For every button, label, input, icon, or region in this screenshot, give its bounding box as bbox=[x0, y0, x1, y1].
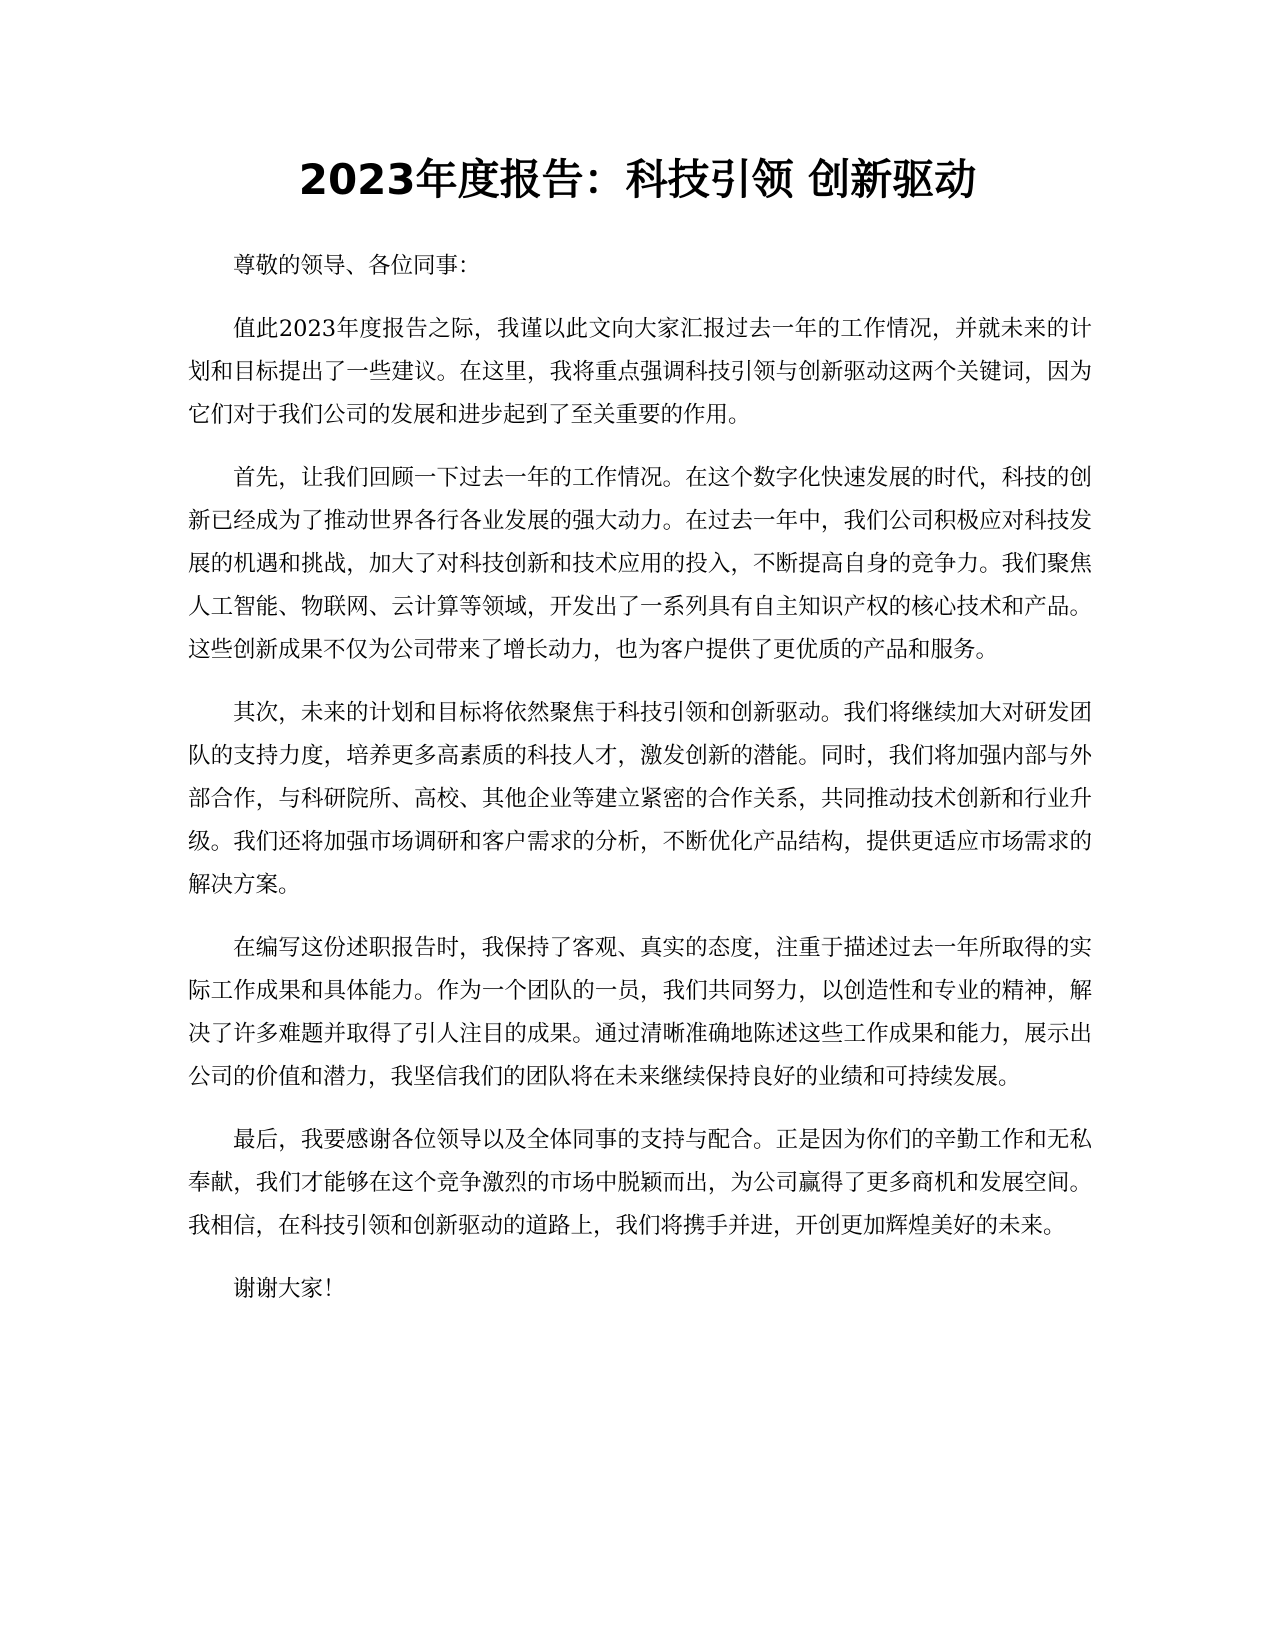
intro-paragraph: 值此2023年度报告之际，我谨以此文向大家汇报过去一年的工作情况，并就未来的计划和目标提出了一些建议。在这里，我将重点强调科技引领与创新驱动这两个关键词，因为它们对于我们公司的发展和进步起到了至关重要的作用。 bbox=[188, 316, 1092, 428]
review-paragraph: 首先，让我们回顾一下过去一年的工作情况。在这个数字化快速发展的时代，科技的创新已经成为了推动世界各行各业发展的强大动力。在过去一年中，我们公司积极应对科技发展的机遇和挑战，加大了对科技创新和技术应用的投入，不断提高自身的竞争力。我们聚焦人工智能、物联网、云计算等领域，开发出了一系列具有自主知识产权的核心技术和产品。这些创新成果不仅为公司带来了增长动力，也为客户提供了更优质的产品和服务。 bbox=[188, 465, 1092, 663]
plan-paragraph: 其次，未来的计划和目标将依然聚焦于科技引领和创新驱动。我们将继续加大对研发团队的支持力度，培养更多高素质的科技人才，激发创新的潜能。同时，我们将加强内部与外部合作，与科研院所、高校、其他企业等建立紧密的合作关系，共同推动技术创新和行业升级。我们还将加强市场调研和客户需求的分析，不断优化产品结构，提供更适应市场需求的解决方案。 bbox=[188, 700, 1092, 898]
document-body bbox=[188, 245, 1092, 1331]
document-title: 2023年度报告：科技引领 创新驱动 bbox=[298, 155, 977, 204]
reflection-paragraph: 在编写这份述职报告时，我保持了客观、真实的态度，注重于描述过去一年所取得的实际工作成果和具体能力。作为一个团队的一员，我们共同努力，以创造性和专业的精神，解决了许多难题并取得了引人注目的成果。通过清晰准确地陈述这些工作成果和能力，展示出公司的价值和潜力，我坚信我们的团队将在未来继续保持良好的业绩和可持续发展。 bbox=[188, 935, 1092, 1090]
thanks-paragraph: 最后，我要感谢各位领导以及全体同事的支持与配合。正是因为你们的辛勤工作和无私奉献，我们才能够在这个竞争激烈的市场中脱颖而出，为公司赢得了更多商机和发展空间。我相信，在科技引领和创新驱动的道路上，我们将携手并进，开创更加辉煌美好的未来。 bbox=[188, 1127, 1092, 1239]
greeting-paragraph: 尊敬的领导、各位同事： bbox=[233, 253, 481, 279]
closing-paragraph: 谢谢大家！ bbox=[233, 1276, 346, 1302]
